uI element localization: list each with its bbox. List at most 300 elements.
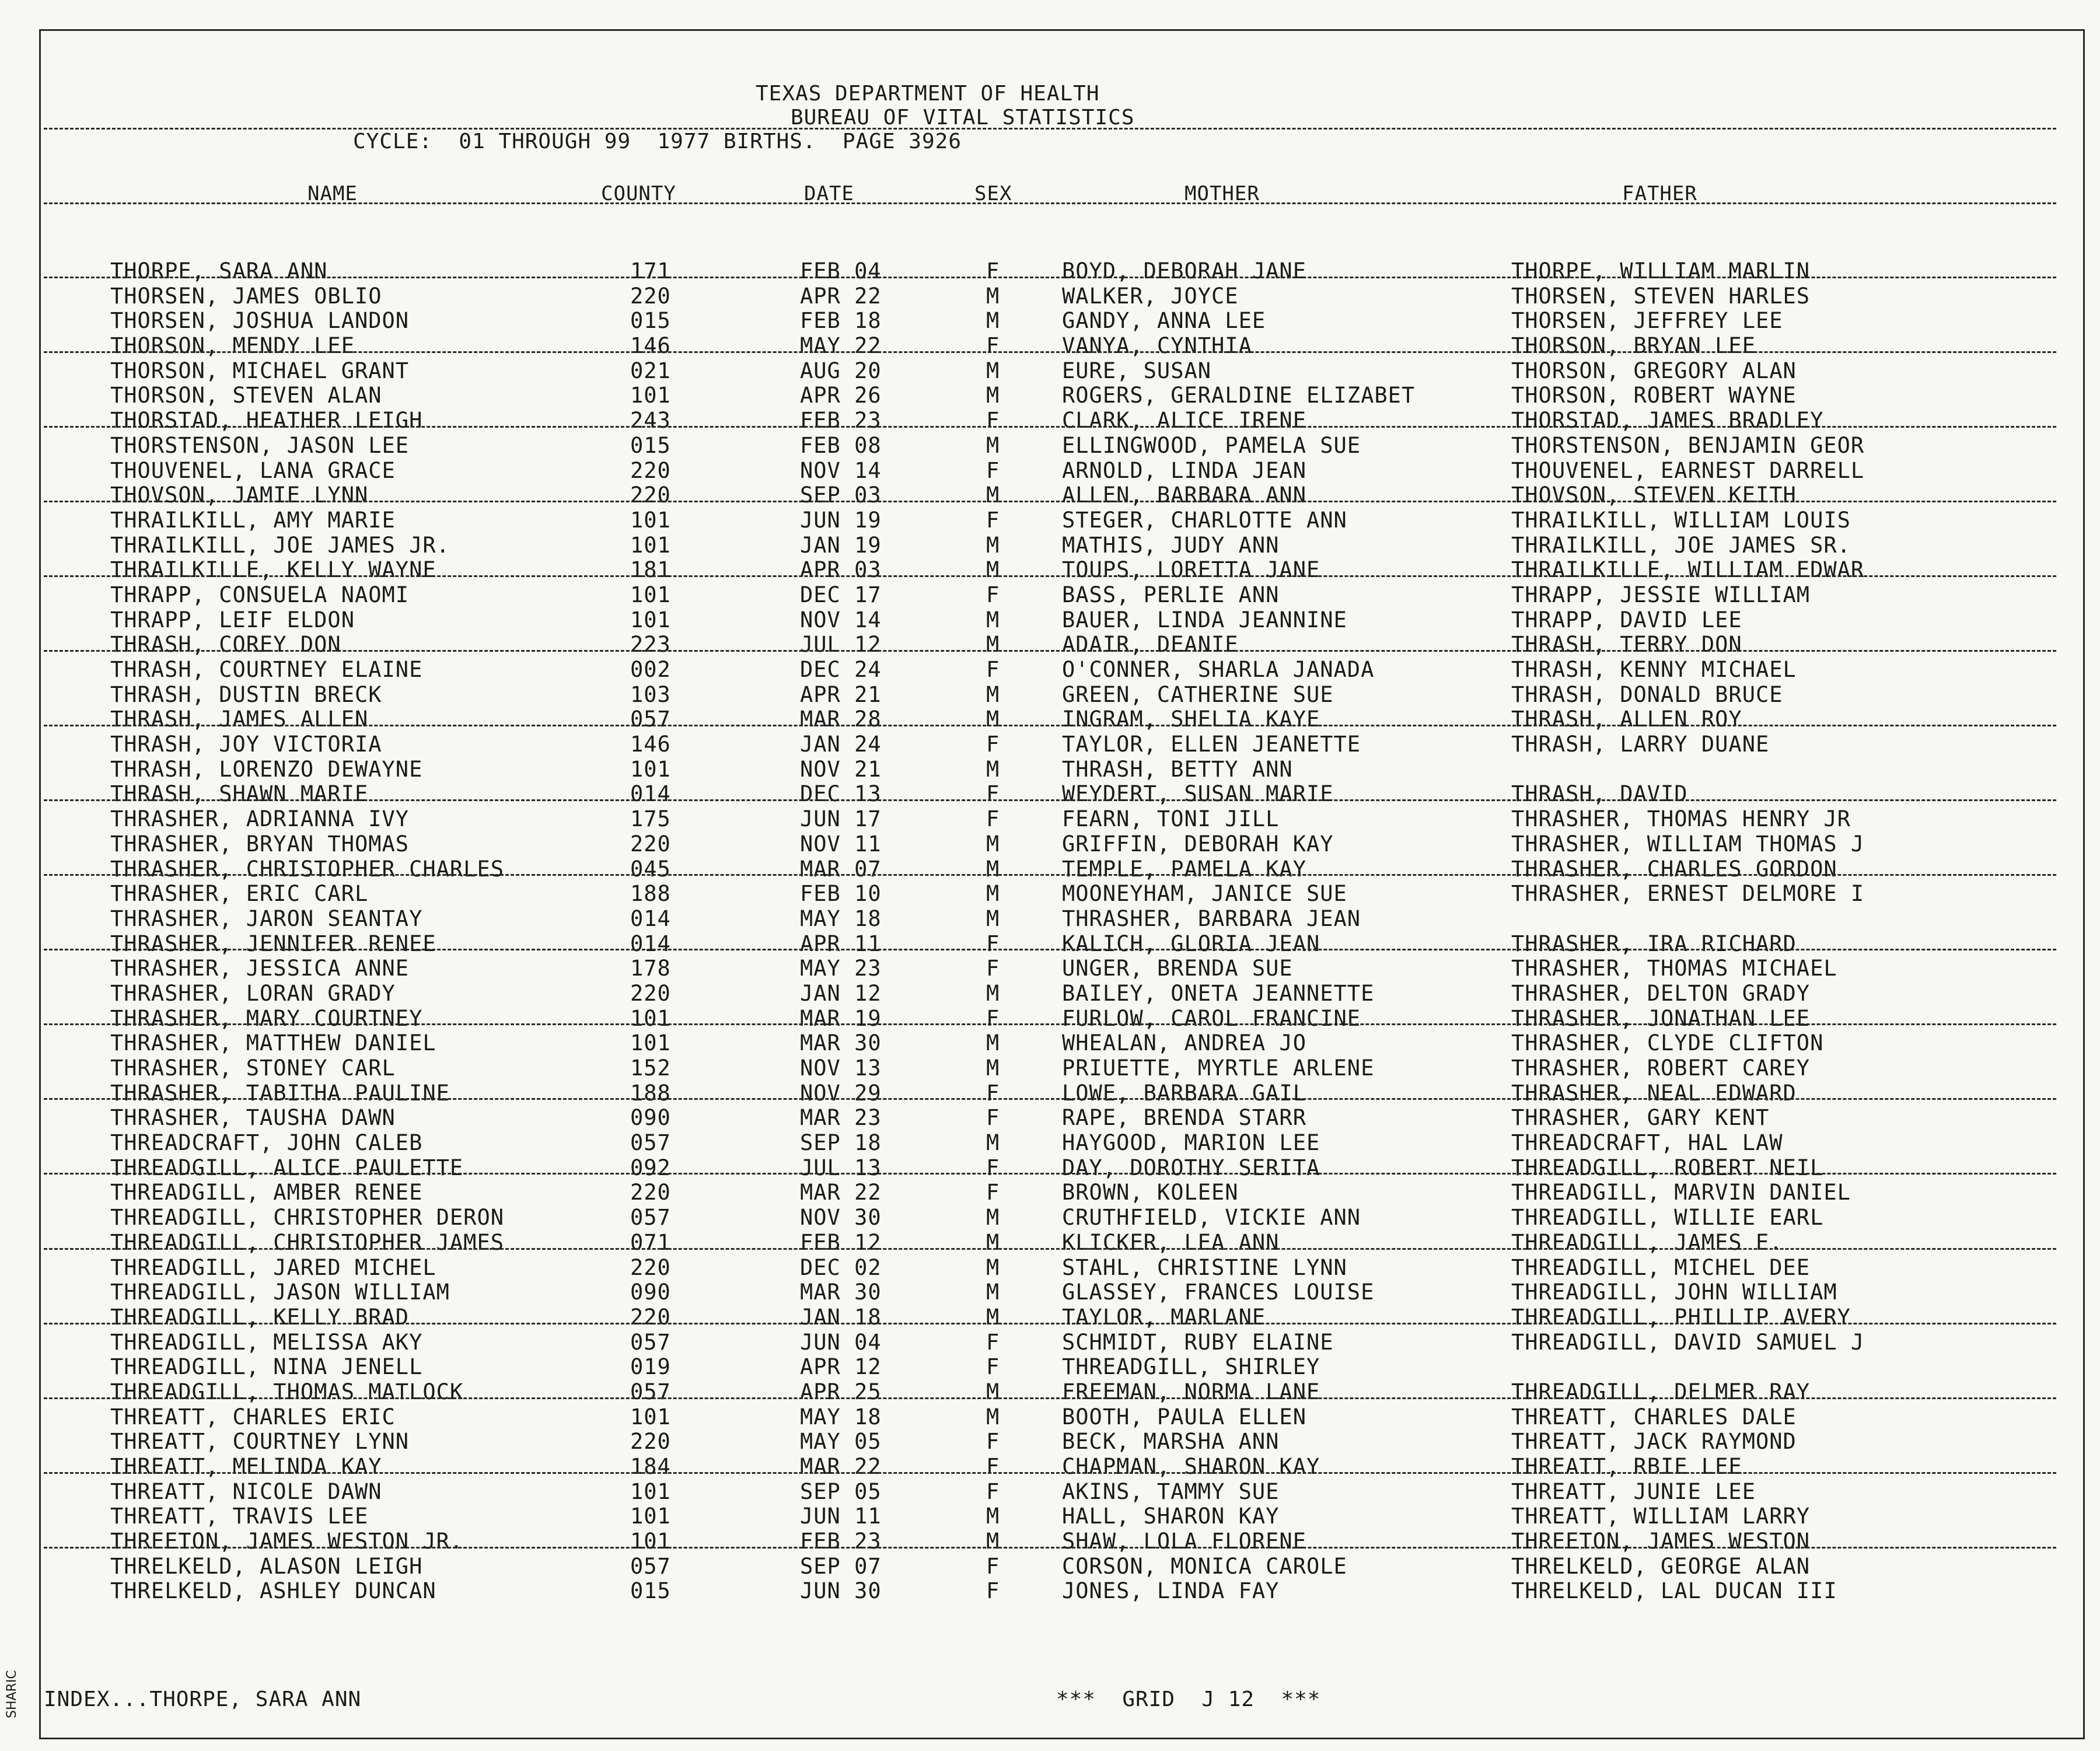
record-father: THRASH, LARRY DUANE: [1511, 732, 1770, 757]
record-father: THREADGILL, DAVID SAMUEL J: [1511, 1329, 1865, 1355]
record-name: THRASHER, JARON SEANTAY: [110, 906, 423, 931]
record-father: THRASHER, DELTON GRADY: [1511, 980, 1811, 1006]
record-county: 002: [630, 657, 671, 682]
record-county: 220: [630, 283, 671, 309]
record-mother: WALKER, JOYCE: [1062, 283, 1239, 309]
record-date: FEB 04: [800, 258, 882, 284]
record-county: 014: [630, 906, 671, 931]
record-name: THREATT, TRAVIS LEE: [110, 1504, 369, 1529]
record-sex: M: [986, 856, 1000, 882]
record-father: THRASHER, IRA RICHARD: [1511, 931, 1797, 956]
record-name: THRAILKILLE, KELLY WAYNE: [110, 557, 436, 583]
record-row: [0, 431, 2100, 456]
record-sex: F: [986, 732, 1000, 757]
record-row: [0, 953, 2100, 981]
side-label: SHARIC: [5, 1670, 19, 1718]
record-row: [0, 1551, 2100, 1577]
record-county: 101: [630, 1479, 671, 1504]
record-row: [0, 555, 2100, 583]
record-sex: F: [986, 1155, 1000, 1180]
record-name: THREATT, CHARLES ERIC: [110, 1404, 396, 1430]
record-sex: M: [986, 980, 1000, 1006]
record-name: THRASHER, MARY COURTNEY: [110, 1005, 423, 1031]
record-mother: BAILEY, ONETA JEANNETTE: [1062, 980, 1375, 1006]
record-father: THREADCRAFT, HAL LAW: [1511, 1130, 1783, 1156]
record-name: THREADGILL, AMBER RENEE: [110, 1180, 423, 1205]
record-county: 057: [630, 1379, 671, 1404]
record-father: THRASHER, CLYDE CLIFTON: [1511, 1030, 1824, 1056]
record-father: THRAILKILLE, WILLIAM EDWAR: [1511, 557, 1865, 583]
record-mother: HALL, SHARON KAY: [1062, 1504, 1280, 1529]
record-sex: F: [986, 1105, 1000, 1131]
record-father: THORSEN, STEVEN HARLES: [1511, 283, 1811, 309]
record-county: 057: [630, 707, 671, 732]
record-name: THORSEN, JAMES OBLIO: [110, 283, 382, 309]
record-county: 090: [630, 1280, 671, 1305]
record-sex: F: [986, 1329, 1000, 1355]
record-row: [0, 1302, 2100, 1330]
record-county: 101: [630, 1005, 671, 1031]
record-row: [0, 406, 2100, 434]
record-date: SEP 07: [800, 1553, 882, 1579]
record-sex: M: [986, 881, 1000, 907]
record-father: THRASHER, GARY KENT: [1511, 1105, 1770, 1131]
record-name: THRASHER, CHRISTOPHER CHARLES: [110, 856, 505, 882]
record-row: [0, 530, 2100, 558]
record-father: THRAPP, JESSIE WILLIAM: [1511, 582, 1811, 607]
record-row: [0, 281, 2100, 309]
column-header-sex: SEX: [974, 182, 1012, 205]
record-name: THRELKELD, ASHLEY DUNCAN: [110, 1578, 436, 1604]
record-date: MAR 23: [800, 1105, 882, 1131]
record-sex: M: [986, 1254, 1000, 1280]
record-county: 220: [630, 1254, 671, 1280]
record-county: 220: [630, 483, 671, 508]
record-mother: LOWE, BARBARA GAIL: [1062, 1080, 1306, 1106]
record-county: 220: [630, 831, 671, 857]
record-name: THORPE, SARA ANN: [110, 258, 328, 284]
record-name: THRASH, COURTNEY ELAINE: [110, 657, 423, 682]
record-county: 057: [630, 1130, 671, 1156]
record-date: MAY 23: [800, 956, 882, 981]
record-row: [0, 480, 2100, 508]
cycle-line: CYCLE: 01 THROUGH 99 1977 BIRTHS. PAGE 3926: [353, 130, 962, 153]
record-date: JUN 17: [800, 806, 882, 832]
record-father: THREATT, JUNIE LEE: [1511, 1479, 1756, 1504]
record-sex: F: [986, 507, 1000, 533]
record-name: THREADGILL, CHRISTOPHER DERON: [110, 1205, 505, 1231]
record-sex: M: [986, 432, 1000, 458]
record-name: THREATT, MELINDA KAY: [110, 1454, 382, 1479]
record-mother: STAHL, CHRISTINE LYNN: [1062, 1254, 1347, 1280]
record-county: 220: [630, 1304, 671, 1330]
record-father: THORSTENSON, BENJAMIN GEOR: [1511, 432, 1865, 458]
column-header-mother: MOTHER: [1184, 182, 1260, 205]
record-row: [0, 978, 2100, 1004]
record-date: FEB 12: [800, 1229, 882, 1255]
record-sex: M: [986, 756, 1000, 782]
record-name: THRASH, LORENZO DEWAYNE: [110, 756, 423, 782]
record-name: THRAILKILL, AMY MARIE: [110, 507, 396, 533]
record-sex: M: [986, 308, 1000, 334]
record-name: THRASH, SHAWN MARIE: [110, 781, 369, 807]
record-sex: F: [986, 1180, 1000, 1205]
record-date: MAY 05: [800, 1429, 882, 1455]
record-date: MAR 22: [800, 1454, 882, 1479]
record-name: THREADCRAFT, JOHN CALEB: [110, 1130, 423, 1156]
record-row: [0, 1128, 2100, 1156]
record-row: [0, 380, 2100, 406]
record-row: [0, 505, 2100, 533]
record-row: [0, 1477, 2100, 1502]
record-name: THORSTAD, HEATHER LEIGH: [110, 408, 423, 434]
header-divider: [44, 128, 2056, 130]
record-father: THREATT, JACK RAYMOND: [1511, 1429, 1797, 1455]
record-date: AUG 20: [800, 358, 882, 383]
record-name: THREADGILL, THOMAS MATLOCK: [110, 1379, 464, 1404]
record-county: 181: [630, 557, 671, 583]
record-date: NOV 29: [800, 1080, 882, 1106]
record-date: DEC 17: [800, 582, 882, 607]
record-name: THREATT, COURTNEY LYNN: [110, 1429, 410, 1455]
record-county: 178: [630, 956, 671, 981]
record-row: [0, 1526, 2100, 1554]
record-county: 101: [630, 1529, 671, 1554]
record-mother: MOONEYHAM, JANICE SUE: [1062, 881, 1347, 907]
record-father: THREADGILL, JAMES E.: [1511, 1229, 1783, 1255]
record-sex: F: [986, 457, 1000, 483]
record-mother: BROWN, KOLEEN: [1062, 1180, 1239, 1205]
record-county: 071: [630, 1229, 671, 1255]
record-county: 220: [630, 1180, 671, 1205]
record-mother: ADAIR, DEANIE: [1062, 632, 1239, 658]
record-name: THOVSON, JAMIE LYNN: [110, 483, 369, 508]
record-name: THRASHER, LORAN GRADY: [110, 980, 396, 1006]
index-line: INDEX...THORPE, SARA ANN: [44, 1687, 362, 1711]
record-county: 243: [630, 408, 671, 434]
record-mother: PRIUETTE, MYRTLE ARLENE: [1062, 1056, 1375, 1081]
record-mother: STEGER, CHARLOTTE ANN: [1062, 507, 1347, 533]
record-father: THREADGILL, ROBERT NEIL: [1511, 1155, 1824, 1180]
record-father: THRASH, DAVID: [1511, 781, 1688, 807]
record-row: [0, 1277, 2100, 1305]
record-sex: M: [986, 1529, 1000, 1554]
record-mother: O'CONNER, SHARLA JANADA: [1062, 657, 1375, 682]
record-sex: M: [986, 681, 1000, 707]
record-county: 101: [630, 507, 671, 533]
record-father: THORSON, GREGORY ALAN: [1511, 358, 1797, 383]
record-row: [0, 929, 2100, 954]
record-mother: ALLEN, BARBARA ANN: [1062, 483, 1306, 508]
record-sex: M: [986, 831, 1000, 857]
record-row: [0, 1576, 2100, 1604]
record-row: [0, 904, 2100, 929]
record-name: THRASHER, BRYAN THOMAS: [110, 831, 410, 857]
record-name: THRASH, DUSTIN BRECK: [110, 681, 382, 707]
record-county: 101: [630, 607, 671, 632]
record-name: THRASH, JAMES ALLEN: [110, 707, 369, 732]
record-name: THRELKELD, ALASON LEIGH: [110, 1553, 423, 1579]
record-name: THREADGILL, ALICE PAULETTE: [110, 1155, 464, 1180]
record-county: 101: [630, 1030, 671, 1056]
record-sex: M: [986, 707, 1000, 732]
record-row: [0, 1327, 2100, 1355]
record-county: 015: [630, 1578, 671, 1604]
record-county: 015: [630, 432, 671, 458]
record-county: 184: [630, 1454, 671, 1479]
record-father: THORPE, WILLIAM MARLIN: [1511, 258, 1811, 284]
record-name: THRASHER, MATTHEW DANIEL: [110, 1030, 436, 1056]
record-name: THRASHER, JENNIFER RENEE: [110, 931, 436, 956]
bureau-title: BUREAU OF VITAL STATISTICS: [791, 106, 1135, 130]
record-father: THRASHER, JONATHAN LEE: [1511, 1005, 1811, 1031]
record-mother: ARNOLD, LINDA JEAN: [1062, 457, 1306, 483]
record-father: THREATT, RBIE LEE: [1511, 1454, 1742, 1479]
record-date: JUN 04: [800, 1329, 882, 1355]
record-name: THRAPP, LEIF ELDON: [110, 607, 355, 632]
record-county: 101: [630, 532, 671, 558]
record-mother: THREADGILL, SHIRLEY: [1062, 1354, 1320, 1380]
record-name: THREETON, JAMES WESTON JR.: [110, 1529, 464, 1554]
record-father: THORSON, ROBERT WAYNE: [1511, 383, 1797, 408]
record-date: FEB 10: [800, 881, 882, 907]
record-father: THREETON, JAMES WESTON: [1511, 1529, 1811, 1554]
record-father: THREATT, CHARLES DALE: [1511, 1404, 1797, 1430]
record-father: THRAILKILL, JOE JAMES SR.: [1511, 532, 1851, 558]
record-sex: F: [986, 1005, 1000, 1031]
record-date: DEC 24: [800, 657, 882, 682]
record-date: MAY 18: [800, 1404, 882, 1430]
record-father: THREATT, WILLIAM LARRY: [1511, 1504, 1811, 1529]
record-mother: BOYD, DEBORAH JANE: [1062, 258, 1306, 284]
record-date: FEB 18: [800, 308, 882, 334]
record-sex: F: [986, 1429, 1000, 1455]
record-row: [0, 1203, 2100, 1231]
record-father: THRASHER, ROBERT CAREY: [1511, 1056, 1811, 1081]
record-sex: F: [986, 1354, 1000, 1380]
record-sex: M: [986, 607, 1000, 632]
record-county: 220: [630, 457, 671, 483]
record-sex: F: [986, 806, 1000, 832]
record-row: [0, 854, 2100, 882]
record-row: [0, 1103, 2100, 1131]
record-mother: FEARN, TONI JILL: [1062, 806, 1280, 832]
record-sex: F: [986, 1578, 1000, 1604]
record-county: 103: [630, 681, 671, 707]
record-mother: CRUTHFIELD, VICKIE ANN: [1062, 1205, 1361, 1231]
record-county: 092: [630, 1155, 671, 1180]
record-date: DEC 13: [800, 781, 882, 807]
record-county: 223: [630, 632, 671, 658]
record-row: [0, 729, 2100, 757]
record-county: 175: [630, 806, 671, 832]
record-mother: TOUPS, LORETTA JANE: [1062, 557, 1320, 583]
record-father: THREADGILL, JOHN WILLIAM: [1511, 1280, 1837, 1305]
record-sex: F: [986, 1454, 1000, 1479]
record-mother: BASS, PERLIE ANN: [1062, 582, 1280, 607]
record-mother: VANYA, CYNTHIA: [1062, 333, 1252, 359]
record-sex: M: [986, 1504, 1000, 1529]
record-mother: GRIFFIN, DEBORAH KAY: [1062, 831, 1334, 857]
record-row: [0, 630, 2100, 658]
agency-title: TEXAS DEPARTMENT OF HEALTH: [756, 82, 1100, 106]
record-row: [0, 256, 2100, 284]
record-sex: F: [986, 956, 1000, 981]
record-father: THRASH, DONALD BRUCE: [1511, 681, 1783, 707]
record-county: 101: [630, 1504, 671, 1529]
record-date: MAR 30: [800, 1280, 882, 1305]
record-row: [0, 356, 2100, 381]
record-county: 220: [630, 1429, 671, 1455]
record-row: [0, 1228, 2100, 1253]
record-county: 045: [630, 856, 671, 882]
record-name: THRASH, JOY VICTORIA: [110, 732, 382, 757]
record-sex: M: [986, 1229, 1000, 1255]
record-row: [0, 704, 2100, 732]
record-name: THREADGILL, MELISSA AKY: [110, 1329, 423, 1355]
record-mother: FURLOW, CAROL FRANCINE: [1062, 1005, 1361, 1031]
record-father: THRASH, ALLEN ROY: [1511, 707, 1742, 732]
record-father: THOVSON, STEVEN KEITH: [1511, 483, 1797, 508]
record-county: 146: [630, 732, 671, 757]
record-sex: M: [986, 283, 1000, 309]
record-father: THREADGILL, DELMER RAY: [1511, 1379, 1811, 1404]
record-mother: WEYDERT, SUSAN MARIE: [1062, 781, 1334, 807]
record-name: THREADGILL, JASON WILLIAM: [110, 1280, 450, 1305]
record-row: [0, 1177, 2100, 1203]
record-sex: F: [986, 258, 1000, 284]
column-header-name: NAME: [308, 182, 358, 205]
record-name: THORSON, MENDY LEE: [110, 333, 355, 359]
record-name: THRASHER, TAUSHA DAWN: [110, 1105, 396, 1131]
record-mother: GLASSEY, FRANCES LOUISE: [1062, 1280, 1375, 1305]
record-row: [0, 754, 2100, 780]
record-date: NOV 13: [800, 1056, 882, 1081]
record-date: JUN 11: [800, 1504, 882, 1529]
record-row: [0, 605, 2100, 630]
record-date: APR 12: [800, 1354, 882, 1380]
record-name: THREATT, NICOLE DAWN: [110, 1479, 382, 1504]
record-name: THRASH, COREY DON: [110, 632, 341, 658]
record-county: 014: [630, 931, 671, 956]
record-county: 152: [630, 1056, 671, 1081]
record-date: DEC 02: [800, 1254, 882, 1280]
record-mother: ROGERS, GERALDINE ELIZABET: [1062, 383, 1416, 408]
record-mother: JONES, LINDA FAY: [1062, 1578, 1280, 1604]
record-name: THRASHER, JESSICA ANNE: [110, 956, 410, 981]
record-sex: M: [986, 906, 1000, 931]
record-date: APR 11: [800, 931, 882, 956]
record-row: [0, 1427, 2100, 1455]
record-county: 101: [630, 582, 671, 607]
record-name: THREADGILL, NINA JENELL: [110, 1354, 423, 1380]
record-mother: RAPE, BRENDA STARR: [1062, 1105, 1306, 1131]
record-county: 101: [630, 383, 671, 408]
record-father: THRASHER, THOMAS HENRY JR: [1511, 806, 1851, 832]
record-father: THORSEN, JEFFREY LEE: [1511, 308, 1783, 334]
record-mother: AKINS, TAMMY SUE: [1062, 1479, 1280, 1504]
record-sex: F: [986, 408, 1000, 434]
record-county: 188: [630, 1080, 671, 1106]
record-sex: M: [986, 1304, 1000, 1330]
record-father: THRELKELD, LAL DUCAN III: [1511, 1578, 1837, 1604]
record-sex: F: [986, 657, 1000, 682]
record-row: [0, 779, 2100, 807]
record-date: NOV 14: [800, 607, 882, 632]
record-sex: F: [986, 1479, 1000, 1504]
record-date: MAY 18: [800, 906, 882, 931]
column-header-father: FATHER: [1622, 182, 1697, 205]
record-father: THRASHER, THOMAS MICHAEL: [1511, 956, 1837, 981]
record-county: 019: [630, 1354, 671, 1380]
record-father: THREADGILL, MARVIN DANIEL: [1511, 1180, 1851, 1205]
record-mother: GREEN, CATHERINE SUE: [1062, 681, 1334, 707]
record-father: THRAPP, DAVID LEE: [1511, 607, 1742, 632]
record-county: 101: [630, 756, 671, 782]
record-sex: M: [986, 532, 1000, 558]
record-row: [0, 804, 2100, 832]
record-date: FEB 23: [800, 1529, 882, 1554]
record-date: JAN 12: [800, 980, 882, 1006]
record-name: THREADGILL, KELLY BRAD: [110, 1304, 410, 1330]
record-date: NOV 21: [800, 756, 882, 782]
record-date: JUN 19: [800, 507, 882, 533]
record-date: SEP 03: [800, 483, 882, 508]
record-date: APR 22: [800, 283, 882, 309]
record-father: THRASHER, CHARLES GORDON: [1511, 856, 1837, 882]
record-row: [0, 1352, 2100, 1380]
record-date: MAR 30: [800, 1030, 882, 1056]
record-mother: CLARK, ALICE IRENE: [1062, 408, 1306, 434]
record-sex: F: [986, 333, 1000, 359]
record-date: MAY 22: [800, 333, 882, 359]
record-row: [0, 1078, 2100, 1106]
record-mother: SHAW, LOLA FLORENE: [1062, 1529, 1306, 1554]
record-father: THREADGILL, WILLIE EARL: [1511, 1205, 1824, 1231]
record-row: [0, 1501, 2100, 1529]
record-date: JUL 12: [800, 632, 882, 658]
record-mother: CHAPMAN, SHARON KAY: [1062, 1454, 1320, 1479]
record-date: JAN 18: [800, 1304, 882, 1330]
record-date: SEP 05: [800, 1479, 882, 1504]
column-header-county: COUNTY: [601, 182, 676, 205]
record-date: SEP 18: [800, 1130, 882, 1156]
record-father: THORSON, BRYAN LEE: [1511, 333, 1756, 359]
record-row: [0, 1402, 2100, 1430]
record-name: THOUVENEL, LANA GRACE: [110, 457, 396, 483]
record-father: THRASHER, ERNEST DELMORE I: [1511, 881, 1865, 907]
record-sex: M: [986, 1056, 1000, 1081]
record-sex: M: [986, 358, 1000, 383]
record-sex: M: [986, 383, 1000, 408]
record-date: APR 26: [800, 383, 882, 408]
record-sex: M: [986, 1205, 1000, 1231]
record-sex: M: [986, 632, 1000, 658]
record-date: NOV 30: [800, 1205, 882, 1231]
record-county: 057: [630, 1329, 671, 1355]
record-date: MAR 22: [800, 1180, 882, 1205]
record-mother: SCHMIDT, RUBY ELAINE: [1062, 1329, 1334, 1355]
record-row: [0, 879, 2100, 907]
record-name: THREADGILL, JARED MICHEL: [110, 1254, 436, 1280]
record-mother: KLICKER, LEA ANN: [1062, 1229, 1280, 1255]
record-name: THORSON, MICHAEL GRANT: [110, 358, 410, 383]
record-mother: TAYLOR, MARLANE: [1062, 1304, 1266, 1330]
record-county: 101: [630, 1404, 671, 1430]
record-county: 015: [630, 308, 671, 334]
record-date: APR 25: [800, 1379, 882, 1404]
record-date: JUL 13: [800, 1155, 882, 1180]
